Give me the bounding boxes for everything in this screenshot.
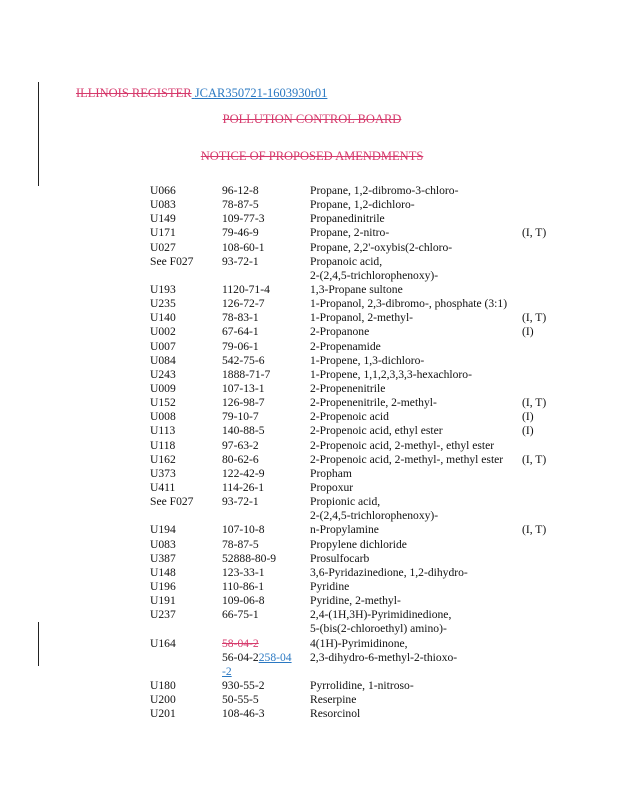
cas-deleted: 58-04-2	[222, 636, 259, 650]
cas-number: 108-46-3	[222, 707, 265, 721]
waste-code: U113	[150, 424, 176, 438]
substance-name: Reserpine	[310, 693, 357, 707]
cas-kept: 56-04-2	[222, 650, 259, 664]
waste-code: U083	[150, 537, 176, 551]
rows-after	[150, 679, 550, 721]
substance-name: Propylene dichloride	[310, 537, 407, 551]
table-row-u164	[150, 637, 550, 679]
table-row	[150, 368, 550, 382]
change-bar-header	[38, 82, 39, 186]
table-row	[150, 325, 550, 339]
waste-code: U009	[150, 381, 176, 395]
waste-code: U194	[150, 523, 176, 537]
substance-name: 1-Propene, 1,3-dichloro-	[310, 353, 425, 367]
cas-number: 930-55-2	[222, 678, 265, 692]
waste-code: U193	[150, 282, 176, 296]
substance-name: 5-(bis(2-chloroethyl) amino)-	[310, 622, 447, 636]
table-row	[150, 481, 550, 495]
substance-name: 2-Propenoic acid, ethyl ester	[310, 424, 443, 438]
table-row	[150, 693, 550, 707]
rows-main	[150, 184, 550, 637]
table-row	[150, 594, 550, 608]
cas-number: 79-46-9	[222, 226, 259, 240]
waste-code: See F027	[150, 495, 194, 509]
cas-number: 80-62-6	[222, 452, 259, 466]
waste-code: U118	[150, 438, 176, 452]
waste-code: U148	[150, 565, 176, 579]
cas-number: 140-88-5	[222, 424, 265, 438]
cas-number: 78-83-1	[222, 311, 259, 325]
hazard-code: (I)	[522, 325, 534, 339]
cas-number: 107-13-1	[222, 381, 265, 395]
substance-name: Propham	[310, 466, 352, 480]
waste-code: U200	[150, 693, 176, 707]
substance-name: Propanedinitrile	[310, 212, 385, 226]
waste-code: U140	[150, 311, 176, 325]
cas-number: 97-63-2	[222, 438, 259, 452]
cas-number: 126-72-7	[222, 297, 265, 311]
cas-number: 109-06-8	[222, 594, 265, 608]
waste-code: U002	[150, 325, 176, 339]
substance-name: 2-Propenoic acid, 2-methyl-, ethyl ester	[310, 438, 495, 452]
substance-name: 1,3-Propane sultone	[310, 282, 403, 296]
cas-number: 96-12-8	[222, 184, 259, 197]
cas-number: 126-98-7	[222, 396, 265, 410]
cas-number: 1120-71-4	[222, 282, 270, 296]
table-row	[150, 226, 550, 240]
table-row	[150, 184, 550, 198]
substance-name: 2-(2,4,5-trichlorophenoxy)-	[310, 268, 439, 282]
substance-name: 1-Propene, 1,1,2,3,3,3-hexachloro-	[310, 367, 472, 381]
cas-number: 108-60-1	[222, 240, 265, 254]
hazard-code: (I, T)	[522, 226, 547, 240]
substance-name: 4(1H)-Pyrimidinone, 2,3-dihydro-6-methyl-2-thioxo-	[310, 636, 458, 664]
waste-code: U084	[150, 353, 176, 367]
table-row	[150, 198, 550, 212]
waste-code: U164	[150, 636, 176, 650]
cas-number: 79-06-1	[222, 339, 259, 353]
waste-code: U027	[150, 240, 176, 254]
waste-code: See F027	[150, 254, 194, 268]
substance-name: 3,6-Pyridazinedione, 1,2-dihydro-	[310, 565, 468, 579]
substance-name: Propane, 1,2-dichloro-	[310, 198, 415, 212]
substance-name: Propane, 2,2'-oxybis(2-chloro-	[310, 240, 453, 254]
substance-name: 2-Propenoic acid	[310, 410, 389, 424]
waste-code: U196	[150, 579, 176, 593]
waste-code: U235	[150, 297, 176, 311]
substance-name: 1-Propanol, 2,3-dibromo-, phosphate (3:1)	[310, 297, 508, 311]
table-row	[150, 283, 550, 297]
waste-code: U411	[150, 480, 176, 494]
cas-number: 78-87-5	[222, 537, 259, 551]
table-row	[150, 269, 550, 283]
substance-name: n-Propylamine	[310, 523, 379, 537]
table-row	[150, 453, 550, 467]
register-name: ILLINOIS REGISTER	[76, 86, 192, 100]
substance-name: Propane, 1,2-dibromo-3-chloro-	[310, 184, 459, 197]
substance-name: Propionic acid,	[310, 495, 381, 509]
register-header	[76, 86, 327, 101]
register-id-link[interactable]: JCAR350721-1603930r01	[194, 86, 328, 100]
substance-name: 1-Propanol, 2-methyl-	[310, 311, 414, 325]
waste-code: U387	[150, 551, 176, 565]
substance-name: Propanoic acid,	[310, 254, 383, 268]
table-row	[150, 580, 550, 594]
table-row	[150, 212, 550, 226]
table-row	[150, 566, 550, 580]
cas-number: 93-72-1	[222, 495, 259, 509]
waste-code: U152	[150, 396, 176, 410]
table-row	[150, 523, 550, 537]
substance-name: Resorcinol	[310, 707, 361, 721]
cas-number: 79-10-7	[222, 410, 259, 424]
cas-number: 114-26-1	[222, 480, 265, 494]
table-row	[150, 340, 550, 354]
substance-name: Prosulfocarb	[310, 551, 370, 565]
substance-name: 2-Propanone	[310, 325, 370, 339]
agency-line	[0, 112, 624, 127]
cas-number: 123-33-1	[222, 565, 265, 579]
waste-code: U083	[150, 198, 176, 212]
substance-name: Pyridine, 2-methyl-	[310, 594, 401, 608]
waste-code: U149	[150, 212, 176, 226]
cas-number-revised	[222, 637, 292, 679]
cas-number: 66-75-1	[222, 608, 259, 622]
table-row	[150, 255, 550, 269]
waste-code: U066	[150, 184, 176, 197]
cas-number: 67-64-1	[222, 325, 259, 339]
waste-code: U201	[150, 707, 176, 721]
table-row	[150, 354, 550, 368]
cas-number: 109-77-3	[222, 212, 265, 226]
table-row	[150, 241, 550, 255]
hazard-code: (I, T)	[522, 452, 547, 466]
substance-name: Pyrrolidine, 1-nitroso-	[310, 678, 414, 692]
substance-name: Pyridine	[310, 579, 350, 593]
cas-number: 50-55-5	[222, 693, 259, 707]
table-row	[150, 679, 550, 693]
table-row	[150, 297, 550, 311]
table-row	[150, 382, 550, 396]
cas-number: 107-10-8	[222, 523, 265, 537]
table-row	[150, 311, 550, 325]
table-row	[150, 467, 550, 481]
cas-number: 542-75-6	[222, 353, 265, 367]
waste-code: U243	[150, 367, 176, 381]
substance-name: 2-Propenamide	[310, 339, 381, 353]
waste-code: U180	[150, 678, 176, 692]
cas-number: 110-86-1	[222, 579, 265, 593]
table-row	[150, 538, 550, 552]
table-row	[150, 410, 550, 424]
agency-title: POLLUTION CONTROL BOARD	[222, 112, 402, 126]
table-row	[150, 495, 550, 509]
table-row	[150, 509, 550, 523]
substance-name: 2,4-(1H,3H)-Pyrimidinedione,	[310, 608, 452, 622]
waste-code: U008	[150, 410, 176, 424]
waste-code: U007	[150, 339, 176, 353]
substance-name: Propoxur	[310, 480, 354, 494]
notice-line	[0, 149, 624, 164]
cas-number: 1888-71-7	[222, 367, 271, 381]
table-row	[150, 707, 550, 721]
table-row	[150, 396, 550, 410]
substance-name: 2-Propenoic acid, 2-methyl-, methyl ester	[310, 452, 504, 466]
substance-name: 2-Propenenitrile, 2-methyl-	[310, 396, 437, 410]
substance-name: 2-(2,4,5-trichlorophenoxy)-	[310, 509, 439, 523]
table-row	[150, 552, 550, 566]
waste-code: U237	[150, 608, 176, 622]
cas-number: 122-42-9	[222, 466, 265, 480]
cas-number: 52888-80-9	[222, 551, 277, 565]
waste-code: U162	[150, 452, 176, 466]
hazard-code: (I)	[522, 424, 534, 438]
hazard-code: (I, T)	[522, 523, 547, 537]
change-bar-u164	[38, 622, 39, 666]
hazard-code: (I, T)	[522, 396, 547, 410]
cas-inserted: 258-04	[258, 650, 292, 664]
table-row	[150, 608, 550, 622]
table-row	[150, 439, 550, 453]
cas-inserted-cont: -2	[222, 664, 232, 678]
hazard-code: (I)	[522, 410, 534, 424]
table-row	[150, 622, 550, 636]
cas-number: 78-87-5	[222, 198, 259, 212]
cas-number: 93-72-1	[222, 254, 259, 268]
waste-code-table	[150, 184, 550, 721]
waste-code: U191	[150, 594, 176, 608]
hazard-code: (I, T)	[522, 311, 547, 325]
substance-name: Propane, 2-nitro-	[310, 226, 390, 240]
substance-name: 2-Propenenitrile	[310, 381, 386, 395]
table-row	[150, 424, 550, 438]
waste-code: U171	[150, 226, 176, 240]
notice-title: NOTICE OF PROPOSED AMENDMENTS	[200, 149, 424, 163]
waste-code: U373	[150, 466, 176, 480]
